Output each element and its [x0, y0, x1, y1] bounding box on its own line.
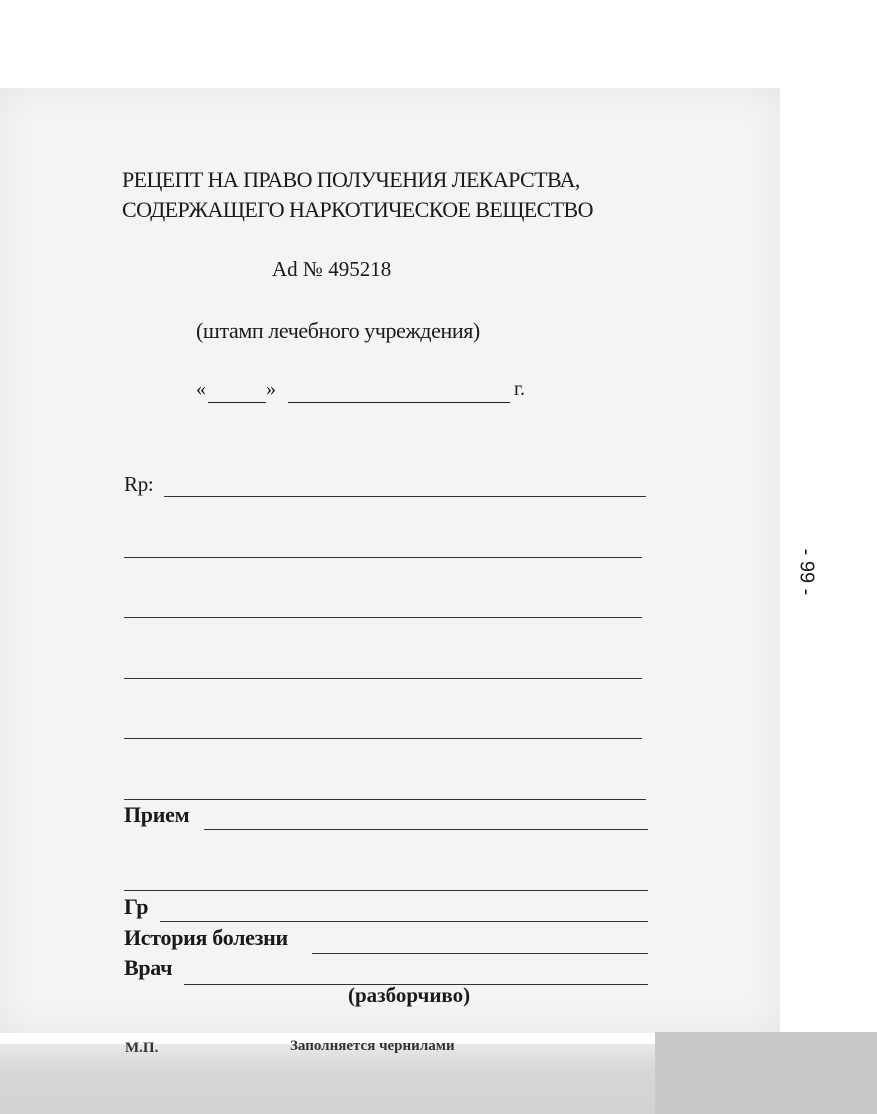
- rp-line-3[interactable]: [124, 617, 642, 618]
- rp-label: Rp:: [124, 472, 154, 496]
- legibly-note: (разборчиво): [348, 983, 471, 1007]
- date-open-quote: «: [196, 378, 206, 400]
- rp-line-4[interactable]: [124, 678, 642, 679]
- citizen-line-top[interactable]: [124, 890, 648, 891]
- form-title-line-1: РЕЦЕПТ НА ПРАВО ПОЛУЧЕНИЯ ЛЕКАРСТВА,: [122, 167, 580, 192]
- date-year-suffix: г.: [514, 378, 525, 400]
- scan-gray-block: [655, 1032, 877, 1114]
- form-title: [122, 165, 593, 225]
- intake-field[interactable]: [204, 829, 648, 830]
- intake-line-top[interactable]: [124, 799, 646, 800]
- rp-line-2[interactable]: [124, 557, 642, 558]
- form-title-line-2: СОДЕРЖАЩЕГО НАРКОТИЧЕСКОЕ ВЕЩЕСТВО: [122, 197, 593, 222]
- citizen-label: Гр: [124, 894, 149, 919]
- date-line: [196, 378, 546, 408]
- rp-line-5[interactable]: [124, 738, 642, 739]
- citizen-field[interactable]: [160, 921, 648, 922]
- serial-number: Ad № 495218: [272, 257, 392, 281]
- day-field[interactable]: [208, 402, 266, 403]
- intake-label: Прием: [124, 802, 190, 827]
- seal-label: М.П.: [125, 1040, 159, 1056]
- history-field[interactable]: [312, 953, 648, 954]
- institution-stamp-note: (штамп лечебного учреждения): [196, 318, 480, 343]
- month-year-field[interactable]: [288, 402, 510, 403]
- form-sheet: [0, 88, 780, 1033]
- doctor-label: Врач: [124, 955, 173, 980]
- history-label: История болезни: [124, 925, 288, 950]
- rp-line-1[interactable]: [164, 496, 646, 497]
- date-close-quote: »: [266, 378, 276, 400]
- page-number: - 99 -: [795, 548, 818, 596]
- ink-note: Заполняется чернилами: [290, 1038, 455, 1054]
